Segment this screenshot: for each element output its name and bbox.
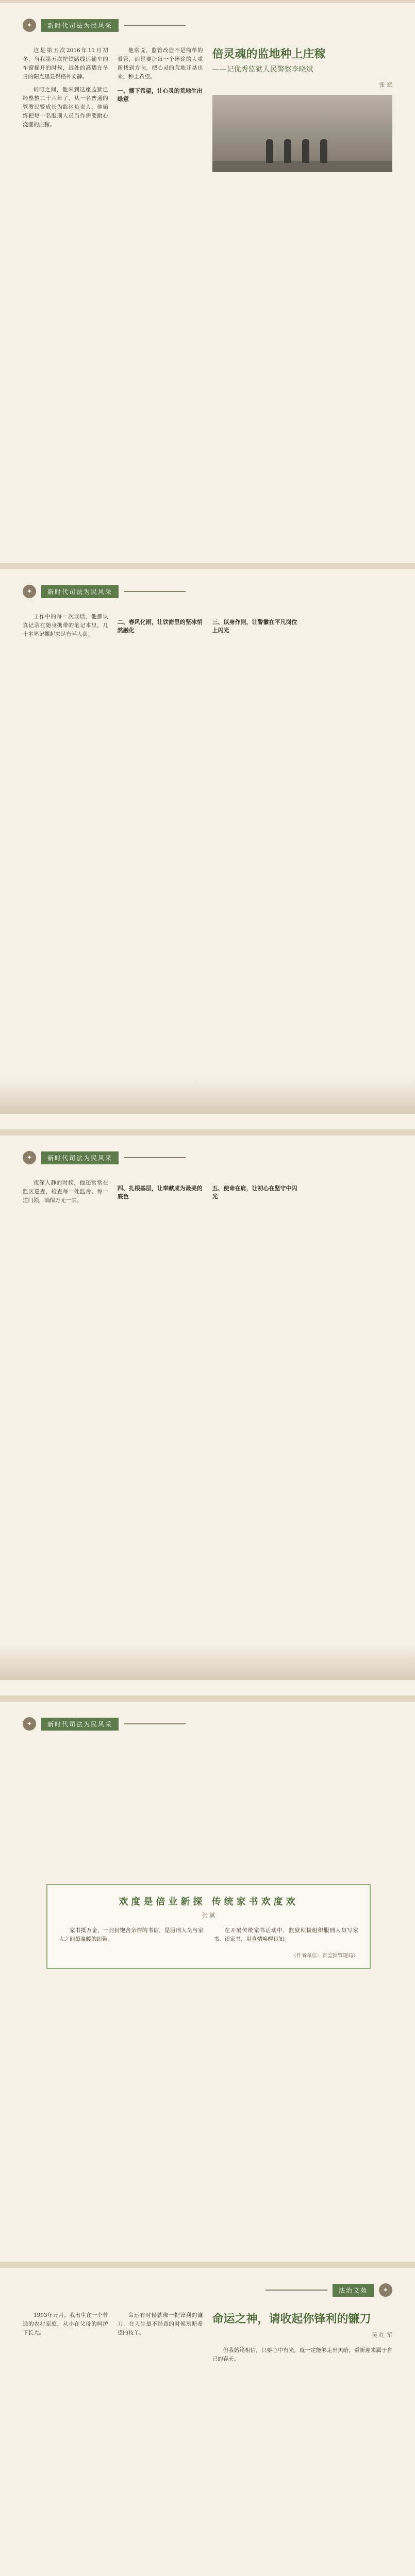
section-badge <box>265 2283 392 2297</box>
section-badge <box>23 1717 186 1731</box>
article-columns <box>23 1179 392 1666</box>
page-spread-4 <box>0 1699 415 2265</box>
body-paragraph: 他常说，监管改造不是简单的看管，而是要让每一个迷途的人重新找到方向，把心灵的荒地开垦出来，种上希望。 <box>117 47 203 80</box>
footer-decoration <box>0 1644 415 1680</box>
body-paragraph: 转眼之间，他来到这座监狱已经整整二十六年了。从一名普通的管教民警成长为监区负责人，他始终把每一名服刑人员当作需要耐心浇灌的庄稼。 <box>23 87 108 128</box>
box-title: 欢度是倍业新探 传统家书欢度欢 <box>119 1896 298 1907</box>
page-spread-5 <box>0 2265 415 2576</box>
page-spread-2 <box>0 566 415 1132</box>
body-paragraph: 这是第五次2016年11月初冬，当我第五次把铁路线运输车的车窗摇开的时候，远处的高墙在冬日的阳光里显得格外安静。 <box>23 47 108 80</box>
emblem-icon: ✦ <box>23 1717 36 1731</box>
article-columns <box>23 613 392 1099</box>
section-label: 新时代司法为民风采 <box>41 1718 119 1731</box>
section-heading: 五、使命在肩，让初心在坚守中闪光 <box>212 1185 297 1200</box>
section-heading: 一、播下希望，让心灵的荒地生出绿意 <box>117 88 203 103</box>
section-label: 法治文苑 <box>333 2284 374 2297</box>
section-badge <box>23 585 186 598</box>
section-heading: 四、扎根基层，让奉献成为最美的底色 <box>117 1185 203 1200</box>
section-badge <box>23 1151 186 1164</box>
emblem-icon: ✦ <box>23 19 36 32</box>
page-spread-1 <box>0 0 415 566</box>
body-paragraph: 命运有时候就像一把锋利的镰刀，在人生最不经意的时候割断希望的枝丫。 <box>117 2312 203 2336</box>
section-heading: 二、春风化雨，让铁窗里的坚冰悄然融化 <box>117 619 203 634</box>
box-author: 张 斌 <box>202 1912 215 1919</box>
article-photo <box>212 95 393 172</box>
page-spread-3 <box>0 1132 415 1699</box>
article-subtitle: ——记优秀监狱人民警察李晓斌 <box>212 65 313 74</box>
emblem-icon: ✦ <box>379 2283 392 2297</box>
section-heading: 三、以身作则，让警徽在平凡岗位上闪光 <box>212 619 297 634</box>
article-title: 命运之神，请收起你锋利的镰刀 <box>212 2312 371 2326</box>
section-badge <box>23 19 186 32</box>
author-note: （作者单位：省监狱管理局） <box>291 1953 358 1959</box>
body-paragraph: 但我始终相信，只要心中有光，就一定能够走出黑暗，重新迎来属于自己的春天。 <box>212 2347 392 2362</box>
section-label: 新时代司法为民风采 <box>41 1151 119 1164</box>
article-columns <box>23 2311 392 2576</box>
article-title-block <box>212 46 393 89</box>
footer-decoration <box>0 1078 415 1114</box>
featured-box <box>46 1884 371 1969</box>
section-label: 新时代司法为民风采 <box>41 585 119 598</box>
body-paragraph: 1993年元月，我出生在一个普通的农村家庭，从小在父母的呵护下长大。 <box>23 2312 108 2336</box>
section-label: 新时代司法为民风采 <box>41 19 119 32</box>
body-paragraph: 家书抵万金，一封封饱含亲情的书信，是服刑人员与家人之间最温暖的纽带。 <box>59 1927 204 1942</box>
article-columns <box>23 46 392 533</box>
body-paragraph: 工作中的每一次谈话，他都认真记录在随身携带的笔记本里，几十本笔记摞起来足有半人高。 <box>23 614 108 637</box>
article-author: 吴 红 军 <box>372 2332 392 2338</box>
article-title: 倍灵魂的监地种上庄稼 <box>212 47 326 61</box>
emblem-icon: ✦ <box>23 585 36 598</box>
body-paragraph: 在开展传统家书活动中，监狱积极组织服刑人员写家书、读家书，用真情唤醒良知。 <box>213 1927 358 1942</box>
body-paragraph: 夜深人静的时候，他还常常在监区巡查，检查每一处监舍、每一道门锁，确保万无一失。 <box>23 1180 108 1204</box>
emblem-icon: ✦ <box>23 1151 36 1164</box>
article-author: 张 斌 <box>379 81 392 88</box>
